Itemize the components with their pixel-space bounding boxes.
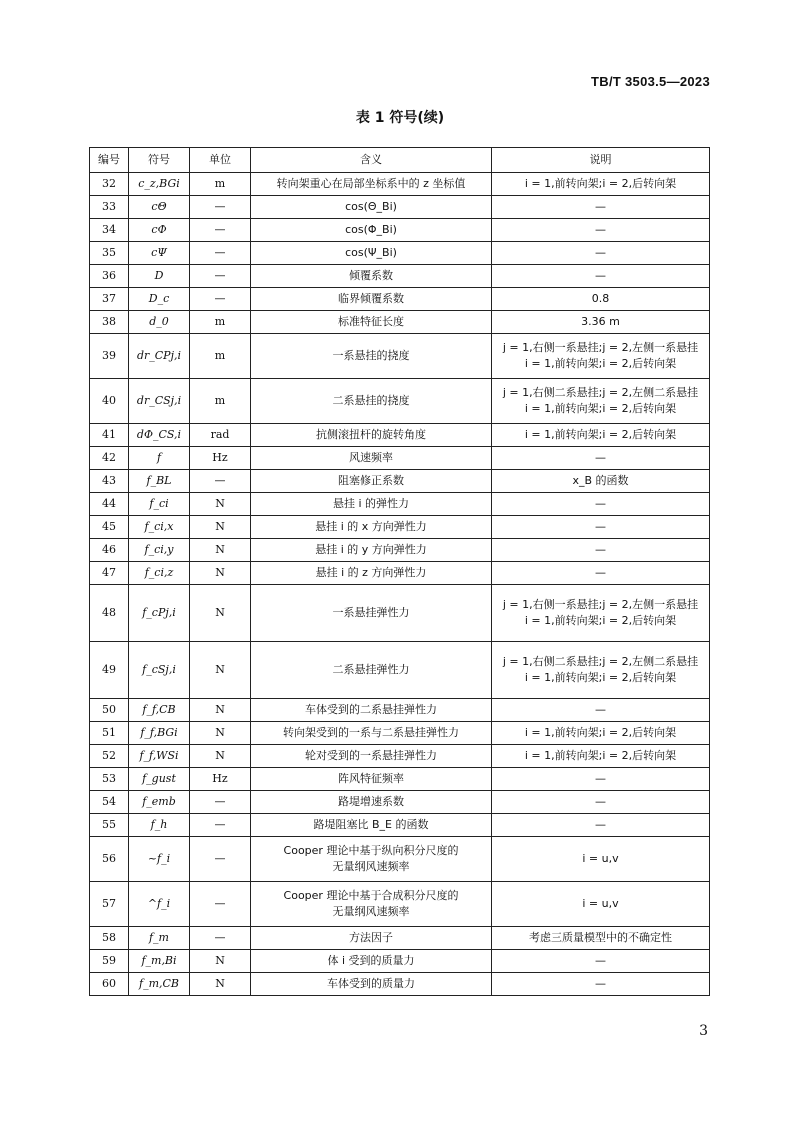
cell-unit: — bbox=[190, 814, 251, 837]
cell-number: 33 bbox=[90, 196, 129, 219]
cell-note: — bbox=[492, 219, 710, 242]
cell-meaning: 倾覆系数 bbox=[251, 265, 492, 288]
table-title: 表 1 符号(续) bbox=[355, 110, 445, 126]
cell-meaning: 二系悬挂的挠度 bbox=[251, 379, 492, 424]
cell-symbol: f_BL bbox=[129, 470, 190, 493]
table-row bbox=[90, 539, 710, 562]
cell-unit: Hz bbox=[190, 768, 251, 791]
table-row bbox=[90, 196, 710, 219]
cell-note: — bbox=[492, 447, 710, 470]
cell-number: 38 bbox=[90, 311, 129, 334]
cell-number: 56 bbox=[90, 837, 129, 882]
cell-meaning: 路堤阻塞比 B_E 的函数 bbox=[251, 814, 492, 837]
cell-note: — bbox=[492, 242, 710, 265]
cell-number: 34 bbox=[90, 219, 129, 242]
cell-note: 3.36 m bbox=[492, 311, 710, 334]
cell-number: 51 bbox=[90, 722, 129, 745]
cell-number: 42 bbox=[90, 447, 129, 470]
cell-note: j = 1,右侧一系悬挂;j = 2,左侧一系悬挂 i = 1,前转向架;i = 2,后转向架 bbox=[492, 334, 710, 379]
col-header-symbol: 符号 bbox=[129, 148, 190, 173]
cell-number: 55 bbox=[90, 814, 129, 837]
cell-number: 54 bbox=[90, 791, 129, 814]
cell-meaning: Cooper 理论中基于合成积分尺度的 无量纲风速频率 bbox=[251, 882, 492, 927]
cell-number: 57 bbox=[90, 882, 129, 927]
col-header-unit: 单位 bbox=[190, 148, 251, 173]
cell-number: 32 bbox=[90, 173, 129, 196]
cell-number: 47 bbox=[90, 562, 129, 585]
table-body bbox=[90, 173, 710, 996]
cell-symbol: f_m,CB bbox=[129, 973, 190, 996]
cell-note: — bbox=[492, 814, 710, 837]
cell-meaning: 悬挂 i 的弹性力 bbox=[251, 493, 492, 516]
cell-unit: — bbox=[190, 288, 251, 311]
cell-unit: m bbox=[190, 173, 251, 196]
cell-meaning: 风速频率 bbox=[251, 447, 492, 470]
cell-symbol: f_ci,x bbox=[129, 516, 190, 539]
cell-meaning: 悬挂 i 的 x 方向弹性力 bbox=[251, 516, 492, 539]
cell-symbol: cΦ bbox=[129, 219, 190, 242]
cell-note: x_B 的函数 bbox=[492, 470, 710, 493]
cell-symbol: f_m,Bi bbox=[129, 950, 190, 973]
cell-symbol: f_emb bbox=[129, 791, 190, 814]
cell-number: 60 bbox=[90, 973, 129, 996]
cell-symbol: f_f,BGi bbox=[129, 722, 190, 745]
cell-meaning: 一系悬挂弹性力 bbox=[251, 585, 492, 642]
table-row bbox=[90, 447, 710, 470]
cell-symbol: ~f_i bbox=[129, 837, 190, 882]
cell-symbol: dΦ_CS,i bbox=[129, 424, 190, 447]
cell-symbol: ^f_i bbox=[129, 882, 190, 927]
table-row bbox=[90, 882, 710, 927]
cell-meaning: cos(Θ_Bi) bbox=[251, 196, 492, 219]
cell-unit: N bbox=[190, 642, 251, 699]
cell-note: — bbox=[492, 493, 710, 516]
cell-note: — bbox=[492, 196, 710, 219]
cell-unit: N bbox=[190, 950, 251, 973]
cell-meaning: 抗侧滚扭杆的旋转角度 bbox=[251, 424, 492, 447]
table-row bbox=[90, 219, 710, 242]
cell-number: 36 bbox=[90, 265, 129, 288]
cell-number: 40 bbox=[90, 379, 129, 424]
cell-unit: m bbox=[190, 334, 251, 379]
cell-note: — bbox=[492, 950, 710, 973]
cell-meaning: 悬挂 i 的 z 方向弹性力 bbox=[251, 562, 492, 585]
cell-meaning: 阻塞修正系数 bbox=[251, 470, 492, 493]
cell-unit: — bbox=[190, 837, 251, 882]
cell-unit: — bbox=[190, 470, 251, 493]
cell-meaning: 车体受到的二系悬挂弹性力 bbox=[251, 699, 492, 722]
col-header-meaning: 含义 bbox=[251, 148, 492, 173]
cell-number: 49 bbox=[90, 642, 129, 699]
cell-symbol: D bbox=[129, 265, 190, 288]
table-row bbox=[90, 585, 710, 642]
table-row bbox=[90, 265, 710, 288]
cell-meaning: 标准特征长度 bbox=[251, 311, 492, 334]
cell-unit: N bbox=[190, 973, 251, 996]
cell-meaning: 转向架受到的一系与二系悬挂弹性力 bbox=[251, 722, 492, 745]
cell-note: i = u,v bbox=[492, 882, 710, 927]
cell-note: — bbox=[492, 539, 710, 562]
cell-unit: rad bbox=[190, 424, 251, 447]
cell-note: j = 1,右侧一系悬挂;j = 2,左侧一系悬挂 i = 1,前转向架;i = 2,后转向架 bbox=[492, 585, 710, 642]
cell-symbol: dr_CSj,i bbox=[129, 379, 190, 424]
table-row bbox=[90, 927, 710, 950]
cell-number: 52 bbox=[90, 745, 129, 768]
cell-symbol: D_c bbox=[129, 288, 190, 311]
table-row bbox=[90, 722, 710, 745]
cell-symbol: f_ci,y bbox=[129, 539, 190, 562]
table-row bbox=[90, 791, 710, 814]
table-row bbox=[90, 745, 710, 768]
cell-number: 35 bbox=[90, 242, 129, 265]
cell-symbol: f_f,WSi bbox=[129, 745, 190, 768]
cell-symbol: f_m bbox=[129, 927, 190, 950]
cell-unit: — bbox=[190, 242, 251, 265]
col-header-note: 说明 bbox=[492, 148, 710, 173]
cell-symbol: f_f,CB bbox=[129, 699, 190, 722]
cell-unit: N bbox=[190, 745, 251, 768]
cell-meaning: 转向架重心在局部坐标系中的 z 坐标值 bbox=[251, 173, 492, 196]
cell-symbol: f_cPj,i bbox=[129, 585, 190, 642]
standard-code: TB/T 3503.5—2023 bbox=[591, 74, 710, 89]
cell-unit: N bbox=[190, 585, 251, 642]
cell-number: 46 bbox=[90, 539, 129, 562]
cell-unit: N bbox=[190, 539, 251, 562]
cell-symbol: f_gust bbox=[129, 768, 190, 791]
cell-meaning: cos(Φ_Bi) bbox=[251, 219, 492, 242]
table-row bbox=[90, 424, 710, 447]
symbol-table bbox=[89, 147, 710, 996]
cell-meaning: cos(Ψ_Bi) bbox=[251, 242, 492, 265]
cell-symbol: f_ci,z bbox=[129, 562, 190, 585]
table-row bbox=[90, 173, 710, 196]
cell-unit: — bbox=[190, 791, 251, 814]
cell-meaning: 轮对受到的一系悬挂弹性力 bbox=[251, 745, 492, 768]
cell-symbol: f_cSj,i bbox=[129, 642, 190, 699]
cell-unit: N bbox=[190, 699, 251, 722]
cell-unit: N bbox=[190, 516, 251, 539]
cell-unit: N bbox=[190, 562, 251, 585]
cell-note: i = 1,前转向架;i = 2,后转向架 bbox=[492, 173, 710, 196]
table-row bbox=[90, 311, 710, 334]
cell-unit: — bbox=[190, 882, 251, 927]
col-header-number: 编号 bbox=[90, 148, 129, 173]
cell-unit: — bbox=[190, 265, 251, 288]
cell-number: 44 bbox=[90, 493, 129, 516]
cell-meaning: 方法因子 bbox=[251, 927, 492, 950]
table-row bbox=[90, 973, 710, 996]
cell-unit: — bbox=[190, 927, 251, 950]
cell-symbol: f bbox=[129, 447, 190, 470]
cell-note: 0.8 bbox=[492, 288, 710, 311]
cell-meaning: 二系悬挂弹性力 bbox=[251, 642, 492, 699]
table-row bbox=[90, 768, 710, 791]
table-row bbox=[90, 493, 710, 516]
cell-number: 59 bbox=[90, 950, 129, 973]
cell-meaning: 体 i 受到的质量力 bbox=[251, 950, 492, 973]
table-row bbox=[90, 334, 710, 379]
cell-symbol: c_z,BGi bbox=[129, 173, 190, 196]
cell-number: 53 bbox=[90, 768, 129, 791]
cell-unit: Hz bbox=[190, 447, 251, 470]
cell-meaning: 临界倾覆系数 bbox=[251, 288, 492, 311]
cell-unit: N bbox=[190, 493, 251, 516]
table-row bbox=[90, 837, 710, 882]
cell-note: — bbox=[492, 562, 710, 585]
cell-number: 58 bbox=[90, 927, 129, 950]
table-row bbox=[90, 642, 710, 699]
cell-unit: — bbox=[190, 196, 251, 219]
cell-symbol: dr_CPj,i bbox=[129, 334, 190, 379]
cell-symbol: f_h bbox=[129, 814, 190, 837]
cell-unit: m bbox=[190, 379, 251, 424]
cell-note: i = 1,前转向架;i = 2,后转向架 bbox=[492, 722, 710, 745]
cell-symbol: f_ci bbox=[129, 493, 190, 516]
cell-symbol: cΘ bbox=[129, 196, 190, 219]
table-row bbox=[90, 242, 710, 265]
table-row bbox=[90, 379, 710, 424]
cell-note: — bbox=[492, 973, 710, 996]
table-row bbox=[90, 516, 710, 539]
cell-number: 37 bbox=[90, 288, 129, 311]
table-row bbox=[90, 950, 710, 973]
cell-note: j = 1,右侧二系悬挂;j = 2,左侧二系悬挂 i = 1,前转向架;i = 2,后转向架 bbox=[492, 642, 710, 699]
table-row bbox=[90, 699, 710, 722]
cell-unit: — bbox=[190, 219, 251, 242]
cell-number: 39 bbox=[90, 334, 129, 379]
cell-meaning: Cooper 理论中基于纵向积分尺度的 无量纲风速频率 bbox=[251, 837, 492, 882]
cell-note: — bbox=[492, 699, 710, 722]
table-header-row bbox=[90, 148, 710, 173]
cell-number: 45 bbox=[90, 516, 129, 539]
cell-note: — bbox=[492, 791, 710, 814]
cell-meaning: 路堤增速系数 bbox=[251, 791, 492, 814]
table-row bbox=[90, 288, 710, 311]
cell-note: j = 1,右侧二系悬挂;j = 2,左侧二系悬挂 i = 1,前转向架;i = 2,后转向架 bbox=[492, 379, 710, 424]
cell-note: — bbox=[492, 768, 710, 791]
table-row bbox=[90, 562, 710, 585]
cell-note: — bbox=[492, 516, 710, 539]
cell-note: i = 1,前转向架;i = 2,后转向架 bbox=[492, 424, 710, 447]
cell-number: 48 bbox=[90, 585, 129, 642]
cell-number: 50 bbox=[90, 699, 129, 722]
cell-note: i = 1,前转向架;i = 2,后转向架 bbox=[492, 745, 710, 768]
page-number: 3 bbox=[699, 1023, 708, 1039]
cell-note: 考虑三质量模型中的不确定性 bbox=[492, 927, 710, 950]
table-row bbox=[90, 814, 710, 837]
cell-unit: N bbox=[190, 722, 251, 745]
cell-meaning: 一系悬挂的挠度 bbox=[251, 334, 492, 379]
cell-number: 41 bbox=[90, 424, 129, 447]
cell-note: — bbox=[492, 265, 710, 288]
cell-unit: m bbox=[190, 311, 251, 334]
cell-meaning: 阵风特征频率 bbox=[251, 768, 492, 791]
cell-symbol: d_0 bbox=[129, 311, 190, 334]
cell-symbol: cΨ bbox=[129, 242, 190, 265]
cell-meaning: 车体受到的质量力 bbox=[251, 973, 492, 996]
table-row bbox=[90, 470, 710, 493]
cell-meaning: 悬挂 i 的 y 方向弹性力 bbox=[251, 539, 492, 562]
cell-number: 43 bbox=[90, 470, 129, 493]
cell-note: i = u,v bbox=[492, 837, 710, 882]
